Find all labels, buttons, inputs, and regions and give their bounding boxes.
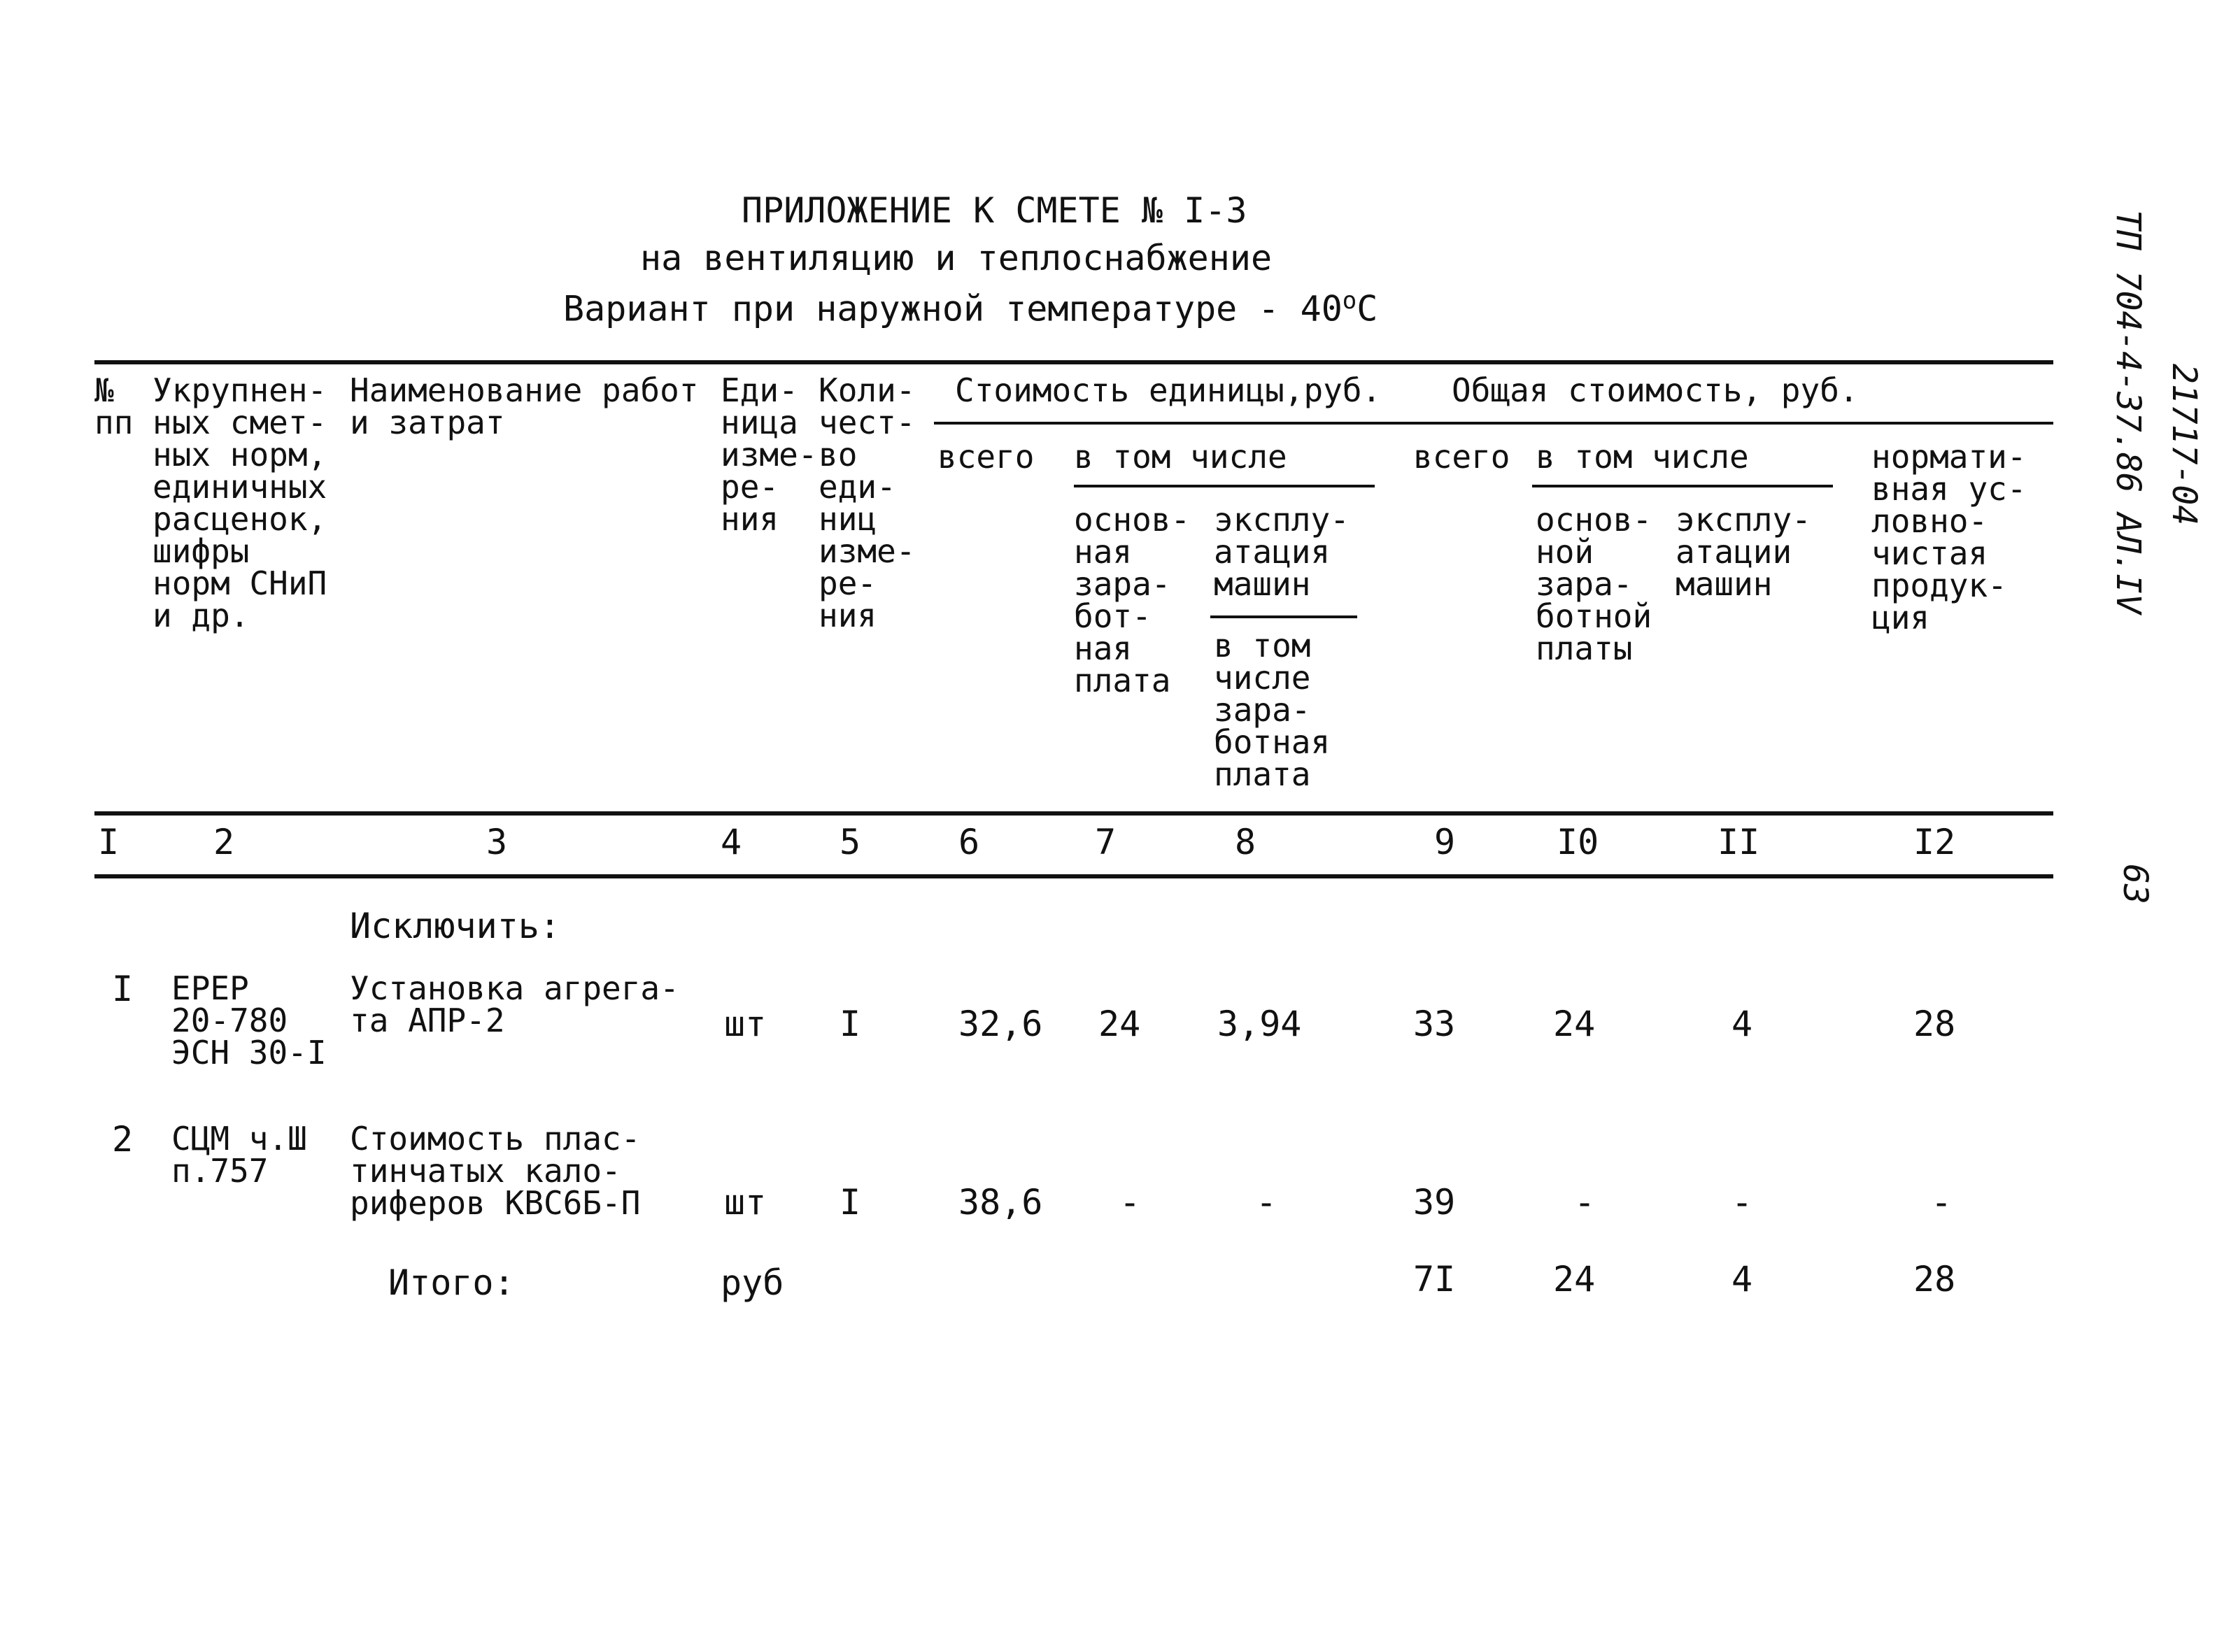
header-quantity: Коли- чест- во еди- ниц изме- ре- ния xyxy=(819,371,916,634)
degree-unit: C xyxy=(1357,288,1378,329)
mach-sub-rule xyxy=(1210,615,1357,618)
col-number-2: 2 xyxy=(213,822,235,862)
header-total-cost-group: Общая стоимость, руб. xyxy=(1452,371,1859,409)
table-top-rule xyxy=(94,360,2053,364)
row-work-name: Стоимость плас- тинчатых кало- риферов КВС6Б-П xyxy=(350,1120,641,1222)
row-quantity: I xyxy=(840,1182,861,1223)
section-label: Исключить: xyxy=(350,906,561,946)
total-incl-rule xyxy=(1532,485,1833,487)
header-unit-incl: в том числе xyxy=(1074,438,1287,476)
degree-sign: o xyxy=(1342,287,1357,315)
total-sum: 7I xyxy=(1413,1259,1456,1299)
total-net-production: 28 xyxy=(1913,1259,1956,1299)
unit-incl-rule xyxy=(1074,485,1375,487)
row-unit: шт xyxy=(724,1004,767,1044)
row-unit-wage: 24 xyxy=(1098,1004,1141,1044)
row-unit: шт xyxy=(724,1182,767,1223)
row-sum-machines: - xyxy=(1731,1182,1753,1223)
header-unit: Еди- ница изме- ре- ния xyxy=(721,371,818,538)
col-number-1: I xyxy=(98,822,120,862)
header-unit-wage: основ- ная зара- бот- ная плата xyxy=(1074,501,1191,699)
col-number-7: 7 xyxy=(1095,822,1117,862)
col-number-3: 3 xyxy=(486,822,508,862)
total-wage: 24 xyxy=(1553,1259,1596,1299)
header-bottom-rule xyxy=(94,811,2053,816)
header-work-name: Наименование работ и затрат xyxy=(350,371,699,441)
header-sum-wage: основ- ной зара- ботной платы xyxy=(1536,501,1652,667)
header-unit-cost-group: Стоимость единицы,руб. xyxy=(955,371,1382,409)
row-unit-total: 32,6 xyxy=(958,1004,1043,1044)
row-sum-total: 33 xyxy=(1413,1004,1456,1044)
row-number: I xyxy=(112,969,134,1009)
col-number-6: 6 xyxy=(958,822,980,862)
total-label: Итого: xyxy=(388,1262,515,1303)
header-unit-machines: эксплу- атация машин xyxy=(1214,501,1350,603)
document-title: ПРИЛОЖЕНИЕ К СМЕТЕ № I-3 xyxy=(742,190,1247,231)
side-inventory-number: 21717-04 xyxy=(2165,364,2204,526)
side-page-number: 63 xyxy=(2116,864,2155,904)
header-net-production: нормати- вная ус- ловно- чистая продук- ция xyxy=(1871,438,2027,636)
row-net-production: - xyxy=(1931,1182,1953,1223)
row-number: 2 xyxy=(112,1119,134,1160)
row-norm-code: ЕРЕР 20-780 ЭСН 30-I xyxy=(171,969,327,1071)
side-doc-code: ТП 704-4-37.86 АЛ.IV xyxy=(2109,210,2148,614)
row-net-production: 28 xyxy=(1913,1004,1956,1044)
header-norm-code: Укрупнен- ных смет- ных норм, единичных расценок, шифры норм СНиП и др. xyxy=(153,371,327,634)
col-number-9: 9 xyxy=(1434,822,1456,862)
header-sum-total: всего xyxy=(1413,438,1510,476)
col-number-11: II xyxy=(1717,822,1760,862)
row-sum-wage: 24 xyxy=(1553,1004,1596,1044)
col-number-4: 4 xyxy=(721,822,742,862)
row-sum-machines: 4 xyxy=(1731,1004,1753,1044)
row-unit-wage: - xyxy=(1119,1182,1141,1223)
col-numbers-rule xyxy=(94,874,2053,878)
row-quantity: I xyxy=(840,1004,861,1044)
header-sum-machines: эксплу- атации машин xyxy=(1676,501,1811,603)
row-unit-machines: 3,94 xyxy=(1217,1004,1302,1044)
col-number-5: 5 xyxy=(840,822,861,862)
document-subtitle: на вентиляцию и теплоснабжение xyxy=(640,238,1273,278)
row-norm-code: СЦМ ч.Ш п.757 xyxy=(171,1120,307,1190)
col-number-12: I2 xyxy=(1913,822,1956,862)
header-unit-total: всего xyxy=(937,438,1035,476)
row-unit-machines: - xyxy=(1256,1182,1277,1223)
header-unit-machines-wage: в том числе зара- ботная плата xyxy=(1214,627,1331,793)
row-sum-total: 39 xyxy=(1413,1182,1456,1223)
header-row-number: № пп xyxy=(94,371,134,441)
total-machines: 4 xyxy=(1731,1259,1753,1299)
header-sum-incl: в том числе xyxy=(1536,438,1749,476)
total-unit: руб xyxy=(721,1262,784,1303)
col-number-10: I0 xyxy=(1557,822,1599,862)
row-work-name: Установка агрега- та АПР-2 xyxy=(350,969,679,1039)
variant-text: Вариант при наружной температуре - 40 xyxy=(563,288,1343,329)
col-number-8: 8 xyxy=(1235,822,1256,862)
variant-line xyxy=(563,287,1377,329)
row-unit-total: 38,6 xyxy=(958,1182,1043,1223)
row-sum-wage: - xyxy=(1574,1182,1596,1223)
group-header-rule xyxy=(934,422,2053,425)
